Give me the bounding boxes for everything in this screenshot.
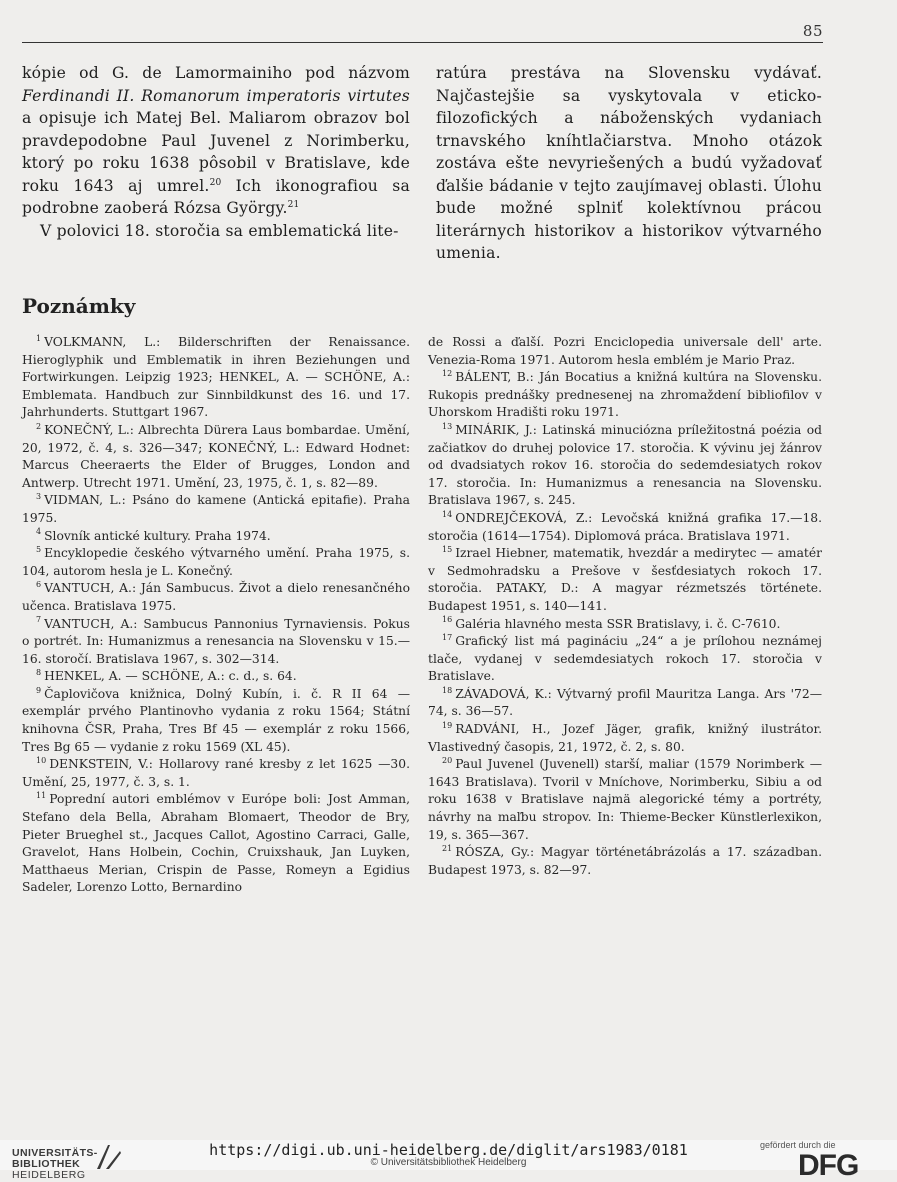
footnote-number: 20 [442,756,453,766]
footnote-text: VOLKMANN, L.: Bilderschriften der Renaissance. Hieroglyphik und Emblematik in ihren Beziehungen und Fortwirkungen. Leipzig 1923; HENKEL, A. — SCHÖNE, A.: Emblemata. Handbuch zur Sinnbildkunst des 16. und 17. Jahrhunderts. Stuttgart 1967. [22,335,410,420]
footnote-continuation: de Rossi a ďalší. Pozri Enciclopedia universale dell' arte. Venezia-Roma 1971. Autorom hesla emblém je Mario Praz. [428,335,822,367]
body-text: Ich ikonografiou sa podrobne zaoberá Rózsa György. [22,176,410,217]
footnote [428,844,822,879]
footnote-text: Paul Juvenel (Juvenell) starší, maliar (1579 Norimberk — 1643 Bratislava). Tvoril v Mníchove, Norimberku, Sibiu a od roku 1638 v Bratislave najmä alegorické témy a portréty, návrhy na maľbu stropov. In: Thieme-Becker Künstlerlexikon, 19, s. 365—367. [428,757,822,842]
footnote-text: Grafický list má pagináciu „24“ a je prílohou neznámej tlače, vydanej v sedemdesiatych rokoch 17. storočia v Bratislave. [428,634,822,684]
footnote-number: 7 [36,615,42,625]
footnote [22,422,410,492]
footnote [22,668,410,686]
footnote-number: 18 [442,685,453,695]
footnote-number: 5 [36,545,42,555]
footnote-number: 2 [36,421,42,431]
footnote [22,686,410,756]
footnote [22,545,410,580]
footnote [22,580,410,615]
footnote-number: 3 [36,492,42,502]
body-text: kópie od G. de Lamormainiho pod názvom [22,64,410,82]
footnote [428,545,822,615]
footnote-text: Poprední autori emblémov v Európe boli: Jost Amman, Stefano dela Bella, Abraham Blomaert, Theodor de Bry, Pieter Brueghel st., Jacques Callot, Agostino Carraci, Galle, Gravelot, Hans Holbein, Cochin, Cruixshauk, Jan Luyken, Matthaeus Merian, Crispin de Passe, Romeyn a Egidius Sadeler, Lorenzo Lotto, Bernardino [22,792,410,895]
footnote-number: 6 [36,580,42,590]
footnote-text: BÁLENT, B.: Ján Bocatius a knižná kultúra na Slovensku. Rukopis prednášky prednesenej na zhromaždení bibliofilov v Uhorskom Hradišti roku 1971. [428,370,822,420]
footnote-number: 13 [442,421,453,431]
footnote [428,369,822,422]
footnote-text: HENKEL, A. — SCHÖNE, A.: c. d., s. 64. [44,669,297,684]
copyright-text: © Universitätsbibliothek Heidelberg [370,1157,527,1168]
footnote-text: Izrael Hiebner, matematik, hvezdár a medirytec — amatér v Sedmohradsku a Prešove v šesťdesiatych rokoch 17. storočia. PATAKY, D.: A magyar rézmetszés története. Budapest 1951, s. 140—141. [428,546,822,613]
footnote-text: RADVÁNI, H., Jozef Jäger, grafik, knižný ilustrátor. Vlastivedný časopis, 21, 1972, č. 2, s. 80. [428,722,822,754]
footnote-text: MINÁRIK, J.: Latinská minuciózna príležitostná poézia od začiatkov do druhej polovice 17. storočia. K vývinu jej žánrov od dvadsiatych rokov 16. storočia do sedemdesiatych rokov 17. storočia. In: Humanizmus a renesancia na Slovensku. Bratislava 1967, s. 245. [428,422,822,508]
footnote-text: DENKSTEIN, V.: Hollarovy rané kresby z let 1625 —30. Umění, 25, 1977, č. 3, s. 1. [22,757,410,789]
notes-column-left [22,334,410,897]
footnote-number: 4 [36,527,42,537]
footnote-ref: 21 [287,199,300,210]
footnote-number: 21 [442,844,453,854]
footnote [428,756,822,844]
footnote-text: RÓSZA, Gy.: Magyar történetábrázolás a 17. században. Budapest 1973, s. 82—97. [428,845,822,877]
footnote-text: Encyklopedie českého výtvarného umění. Praha 1975, s. 104, autorom hesla je L. Konečný. [22,546,410,578]
footnote-text: Čaplovičova knižnica, Dolný Kubín, i. č. R II 64 — exemplár prvého Plantinovho vydania z roku 1564; Státní knihovna ČSR, Praha, Tres Bf 45 — exemplár z roku 1566, Tres Bg 65 — vydanie z roku 1569 (XL 45). [22,686,410,754]
page-number: 85 [802,22,823,40]
funding-label: gefördert durch die [760,1140,836,1150]
logo-text: BIBLIOTHEK [12,1158,81,1170]
footnote [428,616,822,634]
footnote-text: Slovník antické kultury. Praha 1974. [44,528,271,543]
source-url-link[interactable]: https://digi.ub.uni-heidelberg.de/diglit/ars1983/0181 [209,1141,688,1159]
body-paragraph: V polovici 18. storočia sa emblematická lite- [40,221,399,240]
footnote [22,756,410,791]
logo-text: UNIVERSITÄTS- [12,1147,98,1159]
footnote [428,422,822,510]
footnote-number: 17 [442,633,453,642]
footnote-number: 12 [442,369,453,379]
footnote-number: 1 [36,333,42,343]
notes-column-right [428,334,822,879]
footnote [22,492,410,527]
footnote-text: Galéria hlavného mesta SSR Bratislavy, i. č. C-7610. [455,616,781,631]
logo-text: HEIDELBERG [12,1169,86,1181]
footnote [22,791,410,897]
footnote [428,686,822,721]
dfg-logo: DFG [798,1149,859,1182]
footnote-number: 9 [36,685,42,695]
footnote-number: 16 [442,615,453,625]
body-text: a opisuje ich Matej Bel. Maliarom obrazov bol pravdepodobne Paul Juvenel z Norimberku, ktorý po roku 1638 pôsobil v Bratislave, kde roku 1643 aj umrel. [22,109,410,195]
footnote-number: 8 [36,668,42,678]
top-rule [22,42,823,43]
footnote-text: ZÁVADOVÁ, K.: Výtvarný profil Mauritza Langa. Ars '72—74, s. 36—57. [428,686,822,719]
footnote [22,334,410,422]
footnote [428,721,822,756]
footnote-ref: 20 [209,177,222,188]
body-paragraph [22,62,410,220]
book-title: Ferdinandi II. Romanorum imperatoris virtutes [22,86,410,105]
footnote-number: 11 [36,791,47,801]
notes-heading: Poznámky [22,294,136,318]
footnote-text: KONEČNÝ, L.: Albrechta Dürera Laus bombardae. Umění, 20, 1972, č. 4, s. 326—347; KONEČNÝ, L.: Edward Hodnet: Marcus Cheeraerts the Elder of Brugges, London and Antwerp. Utrecht 1971. Umění, 23, 1975, č. 1, s. 82—89. [22,422,410,490]
footnote-text: ONDREJČEKOVÁ, Z.: Levočská knižná grafika 17.—18. storočia (1614—1754). Diplomová práca. Bratislava 1971. [428,510,822,543]
footnote-number: 14 [442,509,453,519]
footnote-text: VANTUCH, A.: Sambucus Pannonius Tyrnaviensis. Pokus o portrét. In: Humanizmus a renesancia na Slovensku v 15.—16. storočí. Bratislava 1967, s. 302—314. [22,616,410,666]
footnote-text: VIDMAN, L.: Psáno do kamene (Antická epitafie). Praha 1975. [22,493,410,525]
footnote [22,616,410,669]
footnote-number: 10 [36,756,47,766]
footnote [22,528,410,546]
footnote-number: 15 [442,545,453,555]
body-paragraph: ratúra prestáva na Slovensku vydávať. Najčastejšie sa vyskytovala v eticko-filozofických a náboženských vydaniach trnavského kníhtlačiarstva. Mnoho otázok zostáva ešte nevyriešených a budú vyžadovať ďalšie bádanie v tejto zaujímavej oblasti. Úlohu bude možné splniť kolektívnou prácou literárnych historikov a historikov výtvarného umenia. [436,64,822,262]
footnote-text: VANTUCH, A.: Ján Sambucus. Život a dielo renesančného učenca. Bratislava 1975. [22,581,410,613]
body-column-right [436,62,822,265]
body-column-left [22,62,410,242]
footnote [428,633,822,686]
footnote [428,510,822,545]
footnote-number: 19 [442,720,453,730]
